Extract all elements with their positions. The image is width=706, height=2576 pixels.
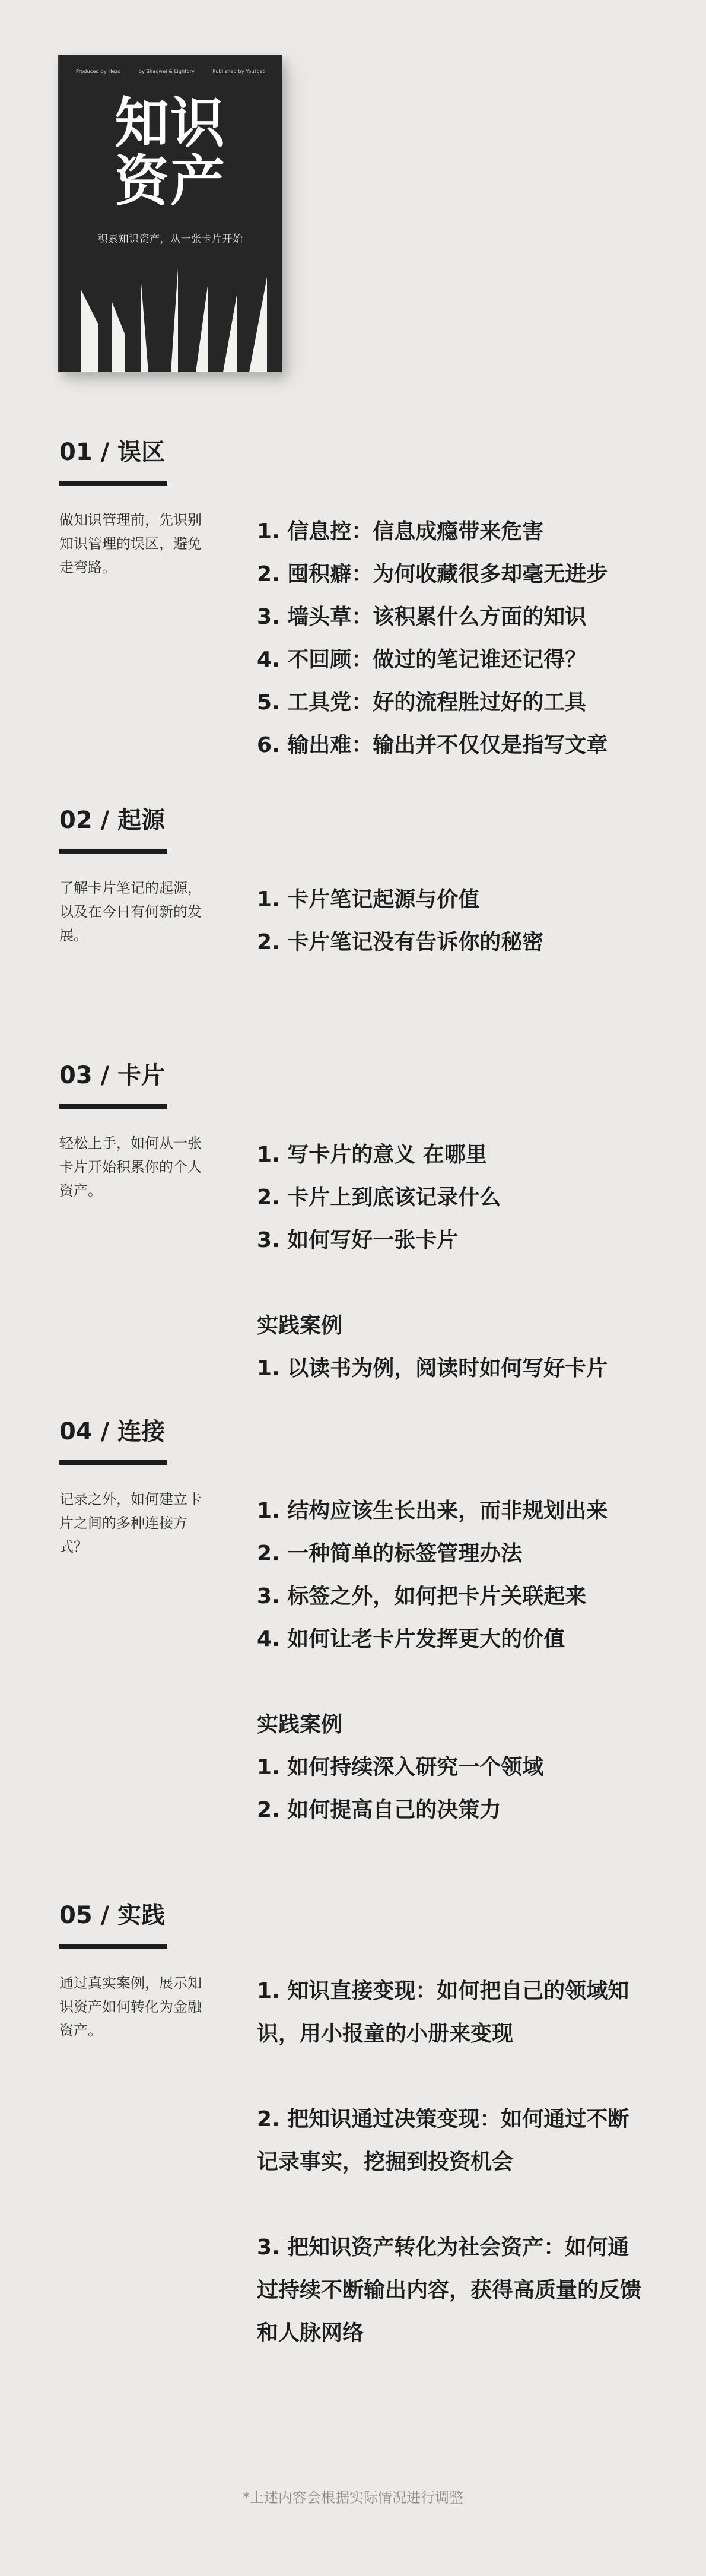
cover-produced-by: Produced by Hezo: [76, 69, 121, 74]
paragraph: 2. 把知识通过决策变现：如何通过不断记录事实，挖掘到投资机会: [257, 2107, 629, 2174]
book-cover: [58, 55, 282, 372]
section-heading: 03 / 卡片: [59, 1062, 166, 1089]
section-paragraphs: [257, 1970, 648, 2355]
cover-stripe: [249, 277, 267, 372]
list-item: 3. 墙头草：该积累什么方面的知识: [257, 605, 587, 629]
list-item: 1. 写卡片的意义 在哪里: [257, 1143, 487, 1167]
list-item: 1. 信息控：信息成瘾带来危害: [257, 519, 544, 544]
section-items: [257, 1134, 648, 1390]
list-item: 2. 卡片笔记没有告诉你的秘密: [257, 930, 544, 954]
case-study-title: 实践案例: [257, 1314, 343, 1338]
section-underline: [59, 1944, 167, 1949]
cover-authors: by Shaowei & Lightory: [138, 69, 195, 74]
list-item: 5. 工具党：好的流程胜过好的工具: [257, 690, 587, 715]
cover-stripe: [223, 292, 237, 372]
list-item: 1. 结构应该生长出来，而非规划出来: [257, 1499, 608, 1523]
section-description: 记录之外，如何建立卡片之间的多种连接方式？: [59, 1491, 202, 1555]
section-items: [257, 878, 648, 964]
list-item: 2. 卡片上到底该记录什么: [257, 1185, 501, 1210]
section-description: 做知识管理前，先识别知识管理的误区，避免走弯路。: [59, 512, 202, 576]
section-items: [257, 510, 648, 767]
list-item: 3. 标签之外，如何把卡片关联起来: [257, 1584, 587, 1609]
section-underline: [59, 849, 167, 854]
section-description: 轻松上手，如何从一张卡片开始积累你的个人资产。: [59, 1135, 202, 1199]
list-item: 4. 如何让老卡片发挥更大的价值: [257, 1627, 565, 1651]
list-item: 1. 卡片笔记起源与价值: [257, 887, 480, 912]
list-item: 1. 如何持续深入研究一个领域: [257, 1755, 544, 1779]
section-underline: [59, 1104, 167, 1109]
cover-stripe: [171, 268, 178, 372]
list-item: 2. 囤积癖：为何收藏很多却毫无进步: [257, 562, 608, 586]
paragraph: 1. 知识直接变现：如何把自己的领域知识，用小报童的小册来变现: [257, 1979, 629, 2046]
cover-stripes-illustration: [58, 265, 282, 372]
list-item: 2. 一种简单的标签管理办法: [257, 1541, 523, 1566]
list-item: 3. 如何写好一张卡片: [257, 1228, 459, 1252]
cover-stripe: [112, 301, 125, 372]
section-heading: 05 / 实践: [59, 1902, 166, 1929]
case-study-title: 实践案例: [257, 1712, 343, 1737]
list-item: 2. 如何提高自己的决策力: [257, 1798, 501, 1822]
section-heading: 04 / 连接: [59, 1418, 166, 1445]
paragraph: 3. 把知识资产转化为社会资产：如何通过持续不断输出内容，获得高质量的反馈和人脉网络: [257, 2235, 642, 2345]
section-heading: 01 / 误区: [59, 439, 166, 466]
section-items: [257, 1490, 648, 1832]
cover-stripe: [81, 289, 98, 372]
cover-stripe: [141, 283, 148, 372]
list-item: 4. 不回顾：做过的笔记谁还记得？: [257, 648, 587, 672]
list-item: 1. 以读书为例，阅读时如何写好卡片: [257, 1356, 608, 1381]
list-item: 6. 输出难：输出并不仅仅是指写文章: [257, 733, 608, 757]
cover-stripe: [196, 286, 208, 372]
section-underline: [59, 481, 167, 486]
cover-title-line2: 资产: [114, 150, 226, 213]
section-underline: [59, 1460, 167, 1465]
section-heading: 02 / 起源: [59, 807, 166, 834]
cover-title-line1: 知识: [114, 91, 226, 155]
cover-publisher: Published by Youtpet: [212, 69, 265, 74]
section-description: 了解卡片笔记的起源，以及在今日有何新的发展。: [59, 880, 202, 944]
section-description: 通过真实案例，展示知识资产如何转化为金融资产。: [59, 1975, 202, 2039]
cover-subtitle: 积累知识资产，从一张卡片开始: [97, 233, 243, 245]
cover-credits: [58, 69, 282, 74]
footnote: *上述内容会根据实际情况进行调整: [243, 2489, 463, 2506]
